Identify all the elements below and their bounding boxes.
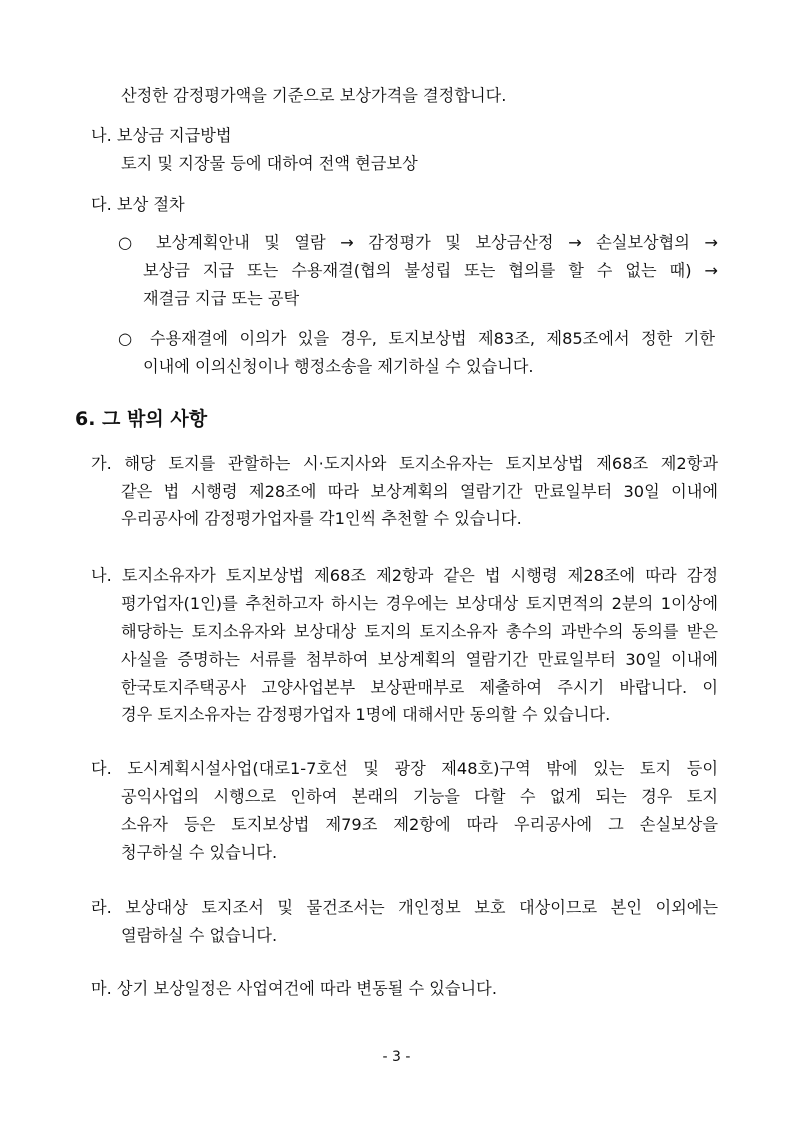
- item-na-line-5: 한국토지주택공사 고양사업본부 보상판매부로 제출하여 주시기 바랍니다. 이: [121, 678, 718, 697]
- section-da-title: 다. 보상 절차: [91, 195, 185, 214]
- procedure-bullet-2-line-1: ○ 수용재결에 이의가 있을 경우, 토지보상법 제83조, 제85조에서 정한 기한: [118, 329, 715, 348]
- page-number: - 3 -: [382, 1049, 411, 1065]
- item-da-line-1: 다. 도시계획시설사업(대로1-7호선 및 광장 제48호)구역 밖에 있는 토지 등이: [91, 759, 718, 778]
- item-ra-line-1: 라. 보상대상 토지조서 및 물건조서는 개인정보 보호 대상이므로 본인 이외에는: [91, 898, 718, 917]
- procedure-bullet-1-line-2: 보상금 지급 또는 수용재결(협의 불성립 또는 협의를 할 수 없는 때) →: [143, 261, 718, 280]
- item-na-line-2: 평가업자(1인)를 추천하고자 하시는 경우에는 보상대상 토지면적의 2분의 1이상에: [121, 594, 718, 613]
- item-da-line-2: 공익사업의 시행으로 인하여 본래의 기능을 다할 수 없게 되는 경우 토지: [121, 787, 718, 806]
- section-na-title: 나. 보상금 지급방법: [91, 126, 232, 145]
- item-ra-line-2: 열람하실 수 없습니다.: [121, 926, 278, 945]
- procedure-bullet-2-line-2: 이내에 이의신청이나 행정소송을 제기하실 수 있습니다.: [143, 357, 534, 376]
- item-ga-line-2: 같은 법 시행령 제28조에 따라 보상계획의 열람기간 만료일부터 30일 이내에: [121, 482, 718, 501]
- section-na-body: 토지 및 지장물 등에 대하여 전액 현금보상: [121, 154, 418, 173]
- item-ma-line-1: 마. 상기 보상일정은 사업여건에 따라 변동될 수 있습니다.: [91, 979, 497, 998]
- item-na-line-3: 해당하는 토지소유자와 보상대상 토지의 토지소유자 총수의 과반수의 동의를 받은: [121, 622, 718, 641]
- item-da-line-3: 소유자 등은 토지보상법 제79조 제2항에 따라 우리공사에 그 손실보상을: [121, 815, 718, 834]
- section-6-heading: 6. 그 밖의 사항: [75, 408, 208, 430]
- item-ga-line-1: 가. 해당 토지를 관할하는 시·도지사와 토지소유자는 토지보상법 제68조 제2항과: [91, 454, 718, 473]
- procedure-bullet-1-line-3: 재결금 지급 또는 공탁: [143, 289, 300, 308]
- item-na-line-1: 나. 토지소유자가 토지보상법 제68조 제2항과 같은 법 시행령 제28조에 따라 감정: [91, 566, 718, 585]
- item-ga-line-3: 우리공사에 감정평가업자를 각1인씩 추천할 수 있습니다.: [121, 509, 522, 528]
- item-na-line-4: 사실을 증명하는 서류를 첨부하여 보상계획의 열람기간 만료일부터 30일 이내에: [121, 650, 718, 669]
- procedure-bullet-1-line-1: ○ 보상계획안내 및 열람 → 감정평가 및 보상금산정 → 손실보상협의 →: [118, 233, 718, 252]
- intro-line: 산정한 감정평가액을 기준으로 보상가격을 결정합니다.: [121, 86, 507, 105]
- item-da-line-4: 청구하실 수 있습니다.: [121, 843, 278, 862]
- item-na-line-6: 경우 토지소유자는 감정평가업자 1명에 대해서만 동의할 수 있습니다.: [121, 705, 611, 724]
